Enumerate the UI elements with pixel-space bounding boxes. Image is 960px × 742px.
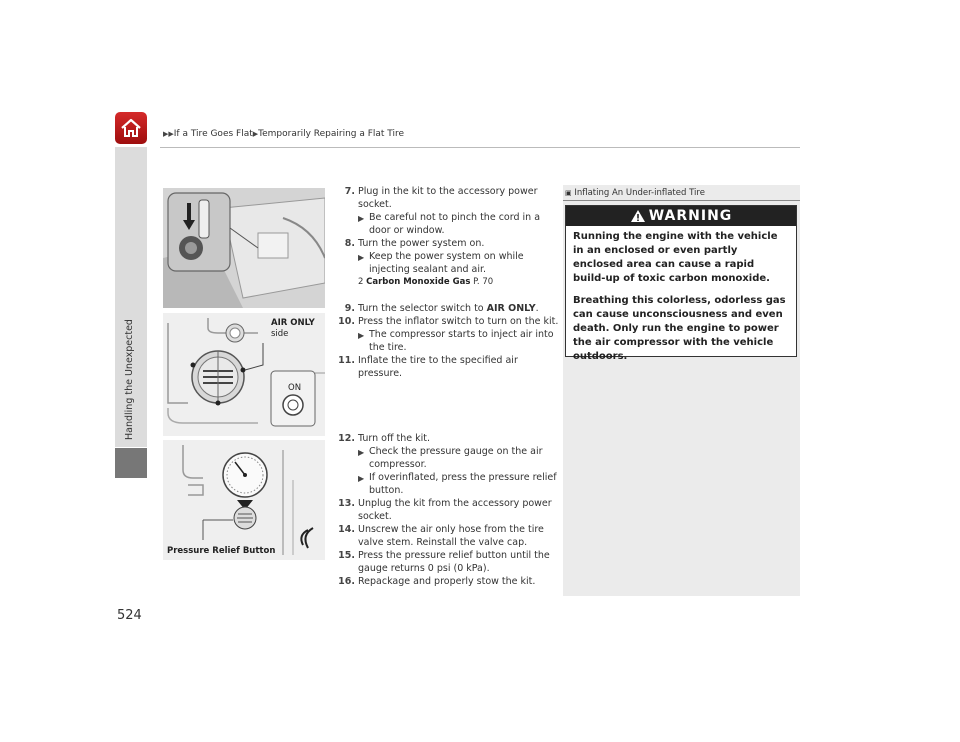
reference-icon: 2 [358,277,364,287]
arrow-icon: ▶ [358,253,365,262]
step-10: 10. Press the inflator switch to turn on the kit. [338,316,559,327]
on-label: ON [288,383,302,393]
step-7: 7. Plug in the kit to the accessory power socket. [344,186,538,210]
home-button[interactable] [115,112,147,144]
arrow-icon: ▶ [358,448,365,457]
breadcrumb-item[interactable]: If a Tire Goes Flat [173,129,253,139]
step-10-note: ▶ The compressor starts to inject air into the tire. [358,329,554,353]
step-15: 15. Press the pressure relief button until the gauge returns 0 psi (0 kPa). [338,550,550,574]
breadcrumb-item[interactable]: Temporarily Repairing a Flat Tire [258,129,405,139]
side-tab-label[interactable]: Handling the Unexpected [124,319,135,440]
notes-panel [563,185,800,596]
arrow-icon: ▶ [358,331,365,340]
step-16: 16. Repackage and properly stow the kit. [338,576,536,587]
step-9: 9. Turn the selector switch to AIR ONLY. [344,303,539,314]
figure-pressure-gauge [163,440,325,560]
step-14: 14. Unscrew the air only hose from the tire valve stem. Reinstall the valve cap. [338,524,544,548]
header-divider [160,147,800,148]
warning-heading: WARNING [566,206,796,226]
step-13: 13. Unplug the kit from the accessory power socket. [338,498,552,522]
side-tab-marker [115,448,147,478]
notes-title: ▣ Inflating An Under-inflated Tire [565,188,705,198]
air-only-label: AIR ONLY [271,318,315,328]
step-11: 11. Inflate the tire to the specified air pressure. [338,355,518,379]
breadcrumb-arrow-icon: ▶ [252,130,259,138]
step-12-note-1: ▶ Check the pressure gauge on the air compressor. [358,446,543,470]
note-icon: ▣ [565,189,572,197]
warning-box [565,205,797,362]
step-8-note: ▶ Keep the power system on while injecting sealant and air. [358,251,524,275]
instruction-steps [336,185,560,588]
carbon-monoxide-reference[interactable]: 2 Carbon Monoxide Gas P. 70 [358,277,494,287]
figure-accessory-socket [163,188,325,308]
warning-icon [630,209,646,223]
figure-selector-switch [163,313,325,436]
step-7-note: ▶ Be careful not to pinch the cord in a door or window. [358,212,541,236]
breadcrumb-arrow-icon: ▶▶ [163,130,174,138]
arrow-icon: ▶ [358,214,365,223]
notes-title-divider [563,200,800,201]
warning-text: Running the engine with the vehicle in an enclosed or even partly enclosed area can cause a rapid build-up of toxic carbon monoxide. Breathing this colorless, odorless gas can cause unconsciousness and even death. Only run the engine to power the air compressor with the vehicle outdoors. [573,231,786,362]
arrow-icon: ▶ [358,474,365,483]
side-label-text: side [271,329,289,339]
home-icon [120,118,142,138]
page-number: 524 [117,608,142,623]
step-12-note-2: ▶ If overinflated, press the pressure relief button. [358,472,557,496]
pressure-relief-label: Pressure Relief Button [167,546,276,556]
breadcrumb [163,129,404,139]
step-8: 8. Turn the power system on. [344,238,485,249]
step-12: 12. Turn off the kit. [338,433,431,444]
